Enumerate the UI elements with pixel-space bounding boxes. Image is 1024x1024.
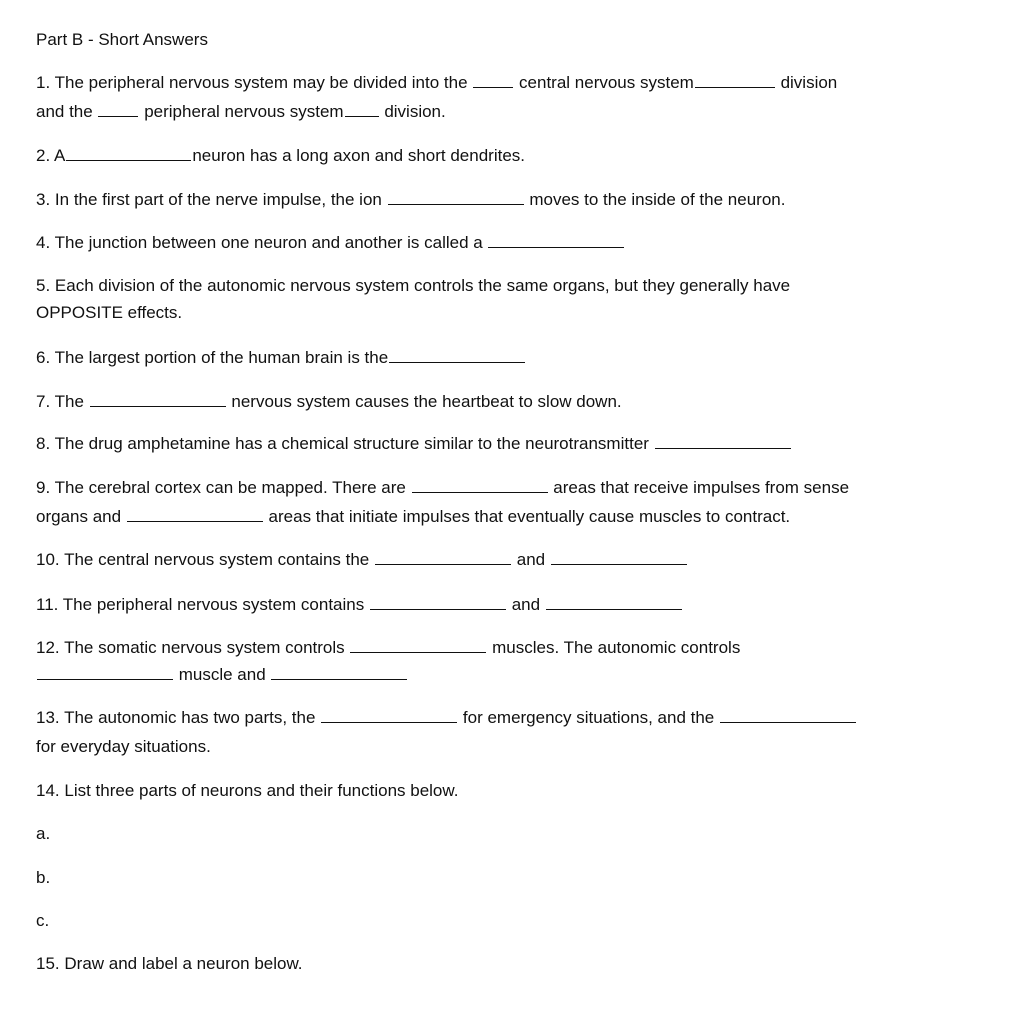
question-11 bbox=[36, 594, 683, 616]
question-1-answer-central: central nervous system bbox=[519, 73, 694, 92]
question-8-text-a: The drug amphetamine has a chemical structure similar to the neurotransmitter bbox=[54, 434, 649, 453]
question-2-number: 2. bbox=[36, 146, 51, 165]
answer-blank[interactable] bbox=[90, 392, 226, 407]
question-7-text-b: nervous system causes the heartbeat to slow down. bbox=[231, 392, 622, 411]
question-12-line-2 bbox=[36, 664, 408, 686]
answer-blank[interactable] bbox=[98, 102, 138, 117]
question-9-text-c: organs and bbox=[36, 507, 122, 526]
question-11-number: 11. bbox=[36, 595, 59, 614]
answer-blank[interactable] bbox=[345, 102, 379, 117]
answer-blank[interactable] bbox=[37, 665, 173, 680]
question-5-line-1 bbox=[36, 275, 790, 297]
question-12-text-b: muscles. The autonomic controls bbox=[492, 638, 741, 657]
question-2-text-a: A bbox=[53, 146, 66, 165]
question-14-item-b: b. bbox=[36, 868, 51, 887]
question-14 bbox=[36, 780, 458, 802]
question-13-text-b: for emergency situations, and the bbox=[462, 708, 715, 727]
question-12-text-c: muscle and bbox=[178, 665, 266, 684]
question-10-number: 10. bbox=[36, 550, 60, 569]
answer-blank[interactable] bbox=[388, 190, 524, 205]
question-12-number: 12. bbox=[36, 638, 60, 657]
question-2-text-b: neuron has a long axon and short dendrites. bbox=[192, 146, 526, 165]
answer-blank[interactable] bbox=[127, 507, 263, 522]
answer-blank[interactable] bbox=[720, 708, 856, 723]
question-10-text-b: and bbox=[516, 550, 546, 569]
question-3-text-b: moves to the inside of the neuron. bbox=[529, 190, 786, 209]
question-12-line-1 bbox=[36, 637, 740, 659]
question-9-line-1 bbox=[36, 477, 849, 499]
question-4 bbox=[36, 232, 625, 254]
question-1-text-f: division. bbox=[384, 102, 446, 121]
answer-blank[interactable] bbox=[655, 434, 791, 449]
answer-blank[interactable] bbox=[488, 233, 624, 248]
question-6-text-a: The largest portion of the human brain is the bbox=[54, 348, 389, 367]
answer-blank[interactable] bbox=[370, 595, 506, 610]
question-4-number: 4. bbox=[36, 233, 51, 252]
question-1-line-2 bbox=[36, 101, 446, 123]
question-14-item-c: c. bbox=[36, 911, 50, 930]
question-2 bbox=[36, 145, 525, 167]
question-3 bbox=[36, 189, 785, 211]
question-9-text-d: areas that initiate impulses that eventually cause muscles to contract. bbox=[268, 507, 791, 526]
answer-blank[interactable] bbox=[551, 550, 687, 565]
question-12-text-a: The somatic nervous system controls bbox=[64, 638, 345, 657]
question-5-text-a: Each division of the autonomic nervous system controls the same organs, but they generally have bbox=[54, 276, 791, 295]
section-title: Part B - Short Answers bbox=[36, 30, 208, 49]
question-5-text-b: OPPOSITE effects. bbox=[36, 303, 183, 322]
question-1-text-a: The peripheral nervous system may be divided into the bbox=[54, 73, 468, 92]
question-10-text-a: The central nervous system contains the bbox=[64, 550, 370, 569]
question-6-number: 6. bbox=[36, 348, 51, 367]
question-15-text-a: Draw and label a neuron below. bbox=[64, 954, 303, 973]
question-1-answer-peripheral: peripheral nervous system bbox=[144, 102, 344, 121]
question-11-text-b: and bbox=[511, 595, 541, 614]
question-14-item-a: a. bbox=[36, 824, 51, 843]
question-13-text-c: for everyday situations. bbox=[36, 737, 211, 756]
question-9-number: 9. bbox=[36, 478, 51, 497]
answer-blank[interactable] bbox=[695, 73, 775, 88]
question-13-number: 13. bbox=[36, 708, 60, 727]
question-15 bbox=[36, 953, 303, 975]
question-7-number: 7. bbox=[36, 392, 51, 411]
question-8 bbox=[36, 433, 792, 455]
question-13-line-1 bbox=[36, 707, 857, 729]
answer-blank[interactable] bbox=[389, 348, 525, 363]
question-13-line-2 bbox=[36, 736, 211, 758]
answer-blank[interactable] bbox=[321, 708, 457, 723]
answer-blank[interactable] bbox=[66, 146, 191, 161]
question-8-number: 8. bbox=[36, 434, 51, 453]
question-14-text-a: List three parts of neurons and their functions below. bbox=[64, 781, 459, 800]
answer-blank[interactable] bbox=[375, 550, 511, 565]
question-10 bbox=[36, 549, 688, 571]
answer-blank[interactable] bbox=[271, 665, 407, 680]
question-9-line-2 bbox=[36, 506, 790, 528]
question-1-line-1 bbox=[36, 72, 837, 94]
question-15-number: 15. bbox=[36, 954, 60, 973]
answer-blank[interactable] bbox=[473, 73, 513, 88]
question-5-number: 5. bbox=[36, 276, 51, 295]
question-6 bbox=[36, 347, 526, 369]
question-3-text-a: In the first part of the nerve impulse, the ion bbox=[54, 190, 382, 209]
answer-blank[interactable] bbox=[412, 478, 548, 493]
question-9-text-b: areas that receive impulses from sense bbox=[553, 478, 850, 497]
question-14-number: 14. bbox=[36, 781, 60, 800]
question-1-text-d: and the bbox=[36, 102, 93, 121]
answer-blank[interactable] bbox=[350, 638, 486, 653]
question-7 bbox=[36, 391, 622, 413]
question-7-text-a: The bbox=[54, 392, 84, 411]
question-11-text-a: The peripheral nervous system contains bbox=[62, 595, 365, 614]
question-5-line-2 bbox=[36, 302, 182, 324]
question-1-number: 1. bbox=[36, 73, 51, 92]
question-3-number: 3. bbox=[36, 190, 51, 209]
question-13-text-a: The autonomic has two parts, the bbox=[64, 708, 316, 727]
question-9-text-a: The cerebral cortex can be mapped. There are bbox=[54, 478, 406, 497]
question-1-text-c: division bbox=[780, 73, 838, 92]
question-4-text-a: The junction between one neuron and another is called a bbox=[54, 233, 483, 252]
answer-blank[interactable] bbox=[546, 595, 682, 610]
